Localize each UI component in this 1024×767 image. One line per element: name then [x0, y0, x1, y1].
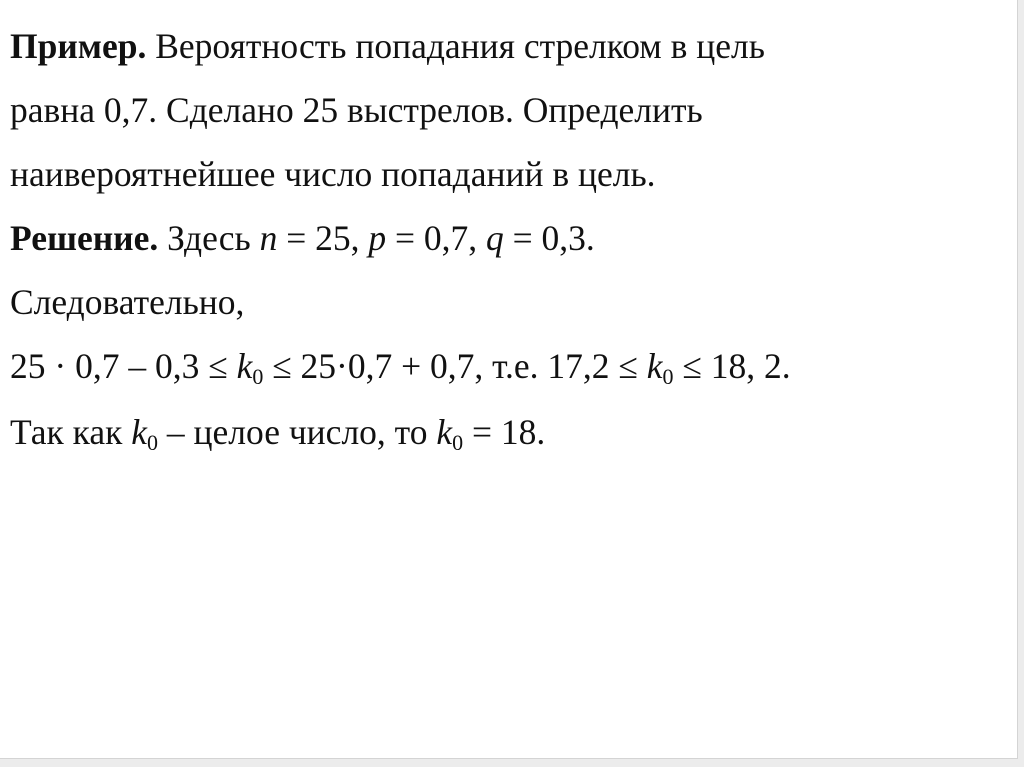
k0-subscript-c: 0	[147, 430, 159, 456]
var-k0-a: k	[236, 346, 253, 386]
given-here: Здесь	[167, 218, 251, 258]
var-k0-c: k	[131, 412, 148, 452]
n-value: = 25,	[277, 218, 369, 258]
var-n: n	[259, 218, 278, 258]
q-value: = 0,3.	[503, 218, 595, 258]
var-q: q	[486, 218, 504, 258]
conclusion-text-2: – целое число, то	[158, 412, 437, 452]
problem-text-1: Вероятность попадания стрелком в цель	[155, 26, 765, 66]
p-value: = 0,7,	[386, 218, 486, 258]
problem-line-2	[10, 88, 703, 132]
problem-heading: Пример.	[10, 26, 147, 66]
problem-text-3: наивероятнейшее число попаданий в цель.	[10, 154, 656, 194]
var-p: p	[368, 218, 387, 258]
conclusion-text-3: = 18.	[463, 412, 546, 452]
solution-heading: Решение.	[10, 218, 159, 258]
inequality-right: ≤ 18, 2.	[673, 346, 791, 386]
problem-line-3	[10, 152, 656, 196]
conclusion-text-1: Так как	[10, 412, 132, 452]
inequality-middle: ≤ 25·0,7 + 0,7, т.е. 17,2 ≤	[263, 346, 647, 386]
solution-line-1	[10, 216, 595, 260]
problem-text-2: равна 0,7. Сделано 25 выстрелов. Определить	[10, 90, 703, 130]
problem-line-1	[10, 24, 765, 68]
solution-line-2	[10, 280, 244, 324]
k0-subscript-a: 0	[252, 364, 264, 390]
k0-subscript-d: 0	[452, 430, 464, 456]
var-k0-d: k	[436, 412, 453, 452]
inequality-line	[10, 344, 791, 388]
k0-subscript-b: 0	[662, 364, 674, 390]
conclusion-line	[10, 410, 545, 454]
var-k0-b: k	[646, 346, 663, 386]
inequality-left: 25 · 0,7 – 0,3 ≤	[10, 346, 237, 386]
consequently-text: Следовательно,	[10, 282, 245, 322]
